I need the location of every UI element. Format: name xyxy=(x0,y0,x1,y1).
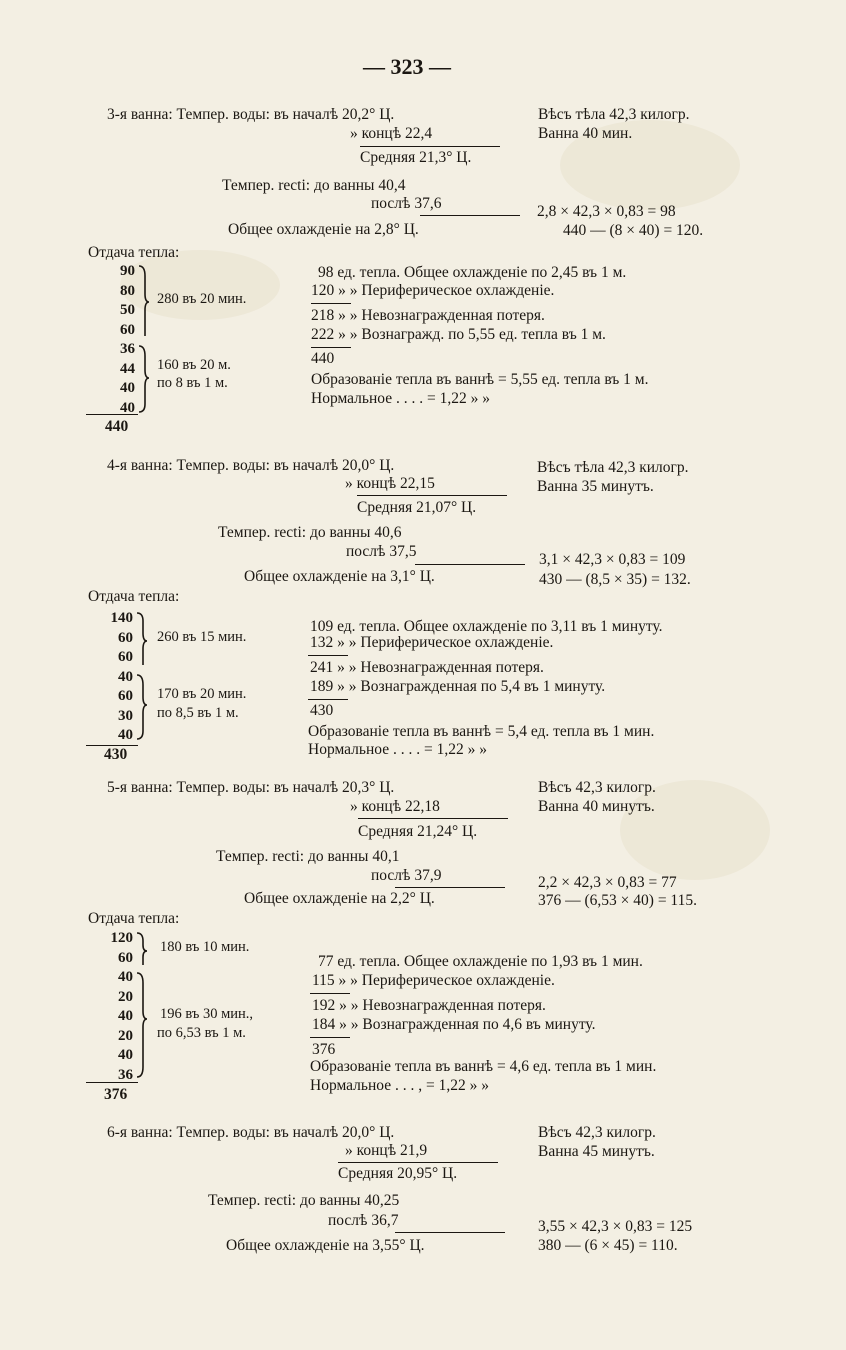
bath-duration: Ванна 40 мин. xyxy=(538,125,633,142)
body-weight: Вѣсъ тѣла 42,3 килогр. xyxy=(538,106,690,123)
heat-value: 44 xyxy=(120,360,135,377)
divider xyxy=(310,1037,350,1038)
heat-value: 60 xyxy=(120,321,135,338)
balance-total: 440 xyxy=(311,350,335,367)
balance-line-2: 115 » » Периферическое охлажденіе. xyxy=(312,972,555,989)
divider xyxy=(358,818,508,819)
group-2-summary: 196 въ 30 мин., xyxy=(160,1006,254,1022)
divider xyxy=(415,564,525,565)
heat-total: 440 xyxy=(105,418,129,435)
total-cooling: Общее охлажденіе на 3,1° Ц. xyxy=(244,568,435,585)
bath-duration: Ванна 45 минутъ. xyxy=(538,1143,655,1160)
sum-rule xyxy=(86,1082,138,1083)
calc-peripheral: 430 — (8,5 × 35) = 132. xyxy=(539,571,691,588)
heat-value: 60 xyxy=(118,629,133,646)
heat-value: 80 xyxy=(120,282,135,299)
heat-production: Образованіе тепла въ ваннѣ = 5,4 ед. тепла въ 1 мин. xyxy=(308,723,655,740)
water-temp-end: » концѣ 22,15 xyxy=(345,475,435,492)
calc-cooling: 2,2 × 42,3 × 0,83 = 77 xyxy=(538,874,677,891)
heat-value: 50 xyxy=(120,302,135,318)
heat-value: 40 xyxy=(118,969,133,985)
page-number: — 323 — xyxy=(363,54,451,79)
heat-value: 20 xyxy=(118,1027,133,1044)
divider xyxy=(311,303,351,304)
rectal-temp-after: послѣ 37,9 xyxy=(371,867,442,884)
heat-values-column xyxy=(105,262,135,418)
body-weight: Вѣсъ 42,3 килогр. xyxy=(538,779,656,796)
balance-line-4: 222 » » Вознагражд. по 5,55 ед. тепла въ 1 м. xyxy=(311,326,606,343)
heat-value: 20 xyxy=(118,988,133,1005)
group-2-rate: по 8,5 въ 1 м. xyxy=(157,705,239,721)
rectal-temp-after: послѣ 37,5 xyxy=(346,543,417,560)
balance-line-4: 189 » » Вознагражденная по 5,4 въ 1 минуту. xyxy=(310,678,606,695)
heat-normal: Нормальное . . . , = 1,22 » » xyxy=(310,1077,489,1094)
calc-cooling: 3,55 × 42,3 × 0,83 = 125 xyxy=(538,1218,693,1235)
water-temp-mean: Средняя 21,07° Ц. xyxy=(357,499,477,516)
water-temp-start: 6-я ванна: Темпер. воды: въ началѣ 20,0° Ц. xyxy=(107,1124,395,1141)
divider xyxy=(308,655,348,656)
water-temp-mean: Средняя 21,24° Ц. xyxy=(358,823,478,840)
heat-value: 40 xyxy=(118,727,133,743)
calc-peripheral: 440 — (8 × 40) = 120. xyxy=(563,222,704,239)
divider xyxy=(310,993,350,994)
brace-icon xyxy=(137,264,151,414)
heat-value: 90 xyxy=(120,263,135,279)
divider xyxy=(357,495,507,496)
water-temp-mean: Средняя 21,3° Ц. xyxy=(360,149,472,166)
total-cooling: Общее охлажденіе на 3,55° Ц. xyxy=(226,1237,425,1254)
balance-line-3: 192 » » Невознагражденная потеря. xyxy=(312,997,546,1014)
heat-value: 40 xyxy=(118,1008,133,1024)
heat-output-label: Отдача тепла: xyxy=(88,244,180,261)
balance-line-1: 98 ед. тепла. Общее охлажденіе по 2,45 въ 1 м. xyxy=(318,264,627,281)
group-2-rate: по 6,53 въ 1 м. xyxy=(157,1025,246,1041)
calc-peripheral: 380 — (6 × 45) = 110. xyxy=(538,1237,678,1254)
rectal-temp-before: Темпер. recti: до ванны 40,25 xyxy=(208,1192,400,1209)
divider xyxy=(395,1232,505,1233)
heat-normal: Нормальное . . . . = 1,22 » » xyxy=(308,741,487,758)
divider xyxy=(360,146,500,147)
water-temp-mean: Средняя 20,95° Ц. xyxy=(338,1165,458,1182)
bath-duration: Ванна 40 минутъ. xyxy=(538,798,655,815)
balance-total: 430 xyxy=(310,702,334,719)
balance-line-2: 120 » » Периферическое охлажденіе. xyxy=(311,282,555,299)
sum-rule xyxy=(86,414,138,415)
brace-icon xyxy=(135,931,149,1081)
water-temp-start: 3-я ванна: Темпер. воды: въ началѣ 20,2° Ц. xyxy=(107,106,395,123)
heat-normal: Нормальное . . . . = 1,22 » » xyxy=(311,390,490,407)
heat-value: 60 xyxy=(118,688,133,704)
divider xyxy=(395,887,505,888)
water-temp-end: » концѣ 21,9 xyxy=(345,1142,428,1159)
total-cooling: Общее охлажденіе на 2,2° Ц. xyxy=(244,890,435,907)
heat-value: 40 xyxy=(118,668,133,685)
body-weight: Вѣсъ 42,3 килогр. xyxy=(538,1124,656,1141)
heat-value: 140 xyxy=(110,610,133,626)
balance-line-4: 184 » » Вознагражденная по 4,6 въ минуту. xyxy=(312,1016,596,1033)
water-temp-start: 4-я ванна: Темпер. воды: въ началѣ 20,0° Ц. xyxy=(107,457,395,474)
group-2-summary: 160 въ 20 м. xyxy=(157,357,231,373)
calc-peripheral: 376 — (6,53 × 40) = 115. xyxy=(538,892,697,909)
balance-line-3: 218 » » Невознагражденная потеря. xyxy=(311,307,545,324)
heat-output-label: Отдача тепла: xyxy=(88,910,180,927)
brace-icon xyxy=(135,611,149,743)
rectal-temp-after: послѣ 37,6 xyxy=(371,195,442,212)
calc-cooling: 3,1 × 42,3 × 0,83 = 109 xyxy=(539,551,686,568)
group-1-summary: 260 въ 15 мин. xyxy=(157,629,247,645)
divider xyxy=(308,699,348,700)
heat-value: 40 xyxy=(120,380,135,396)
heat-value: 40 xyxy=(120,399,135,416)
heat-total: 430 xyxy=(104,746,128,763)
total-cooling: Общее охлажденіе на 2,8° Ц. xyxy=(228,221,419,238)
divider xyxy=(338,1162,498,1163)
heat-values-column xyxy=(103,929,133,1085)
heat-production: Образованіе тепла въ ваннѣ = 4,6 ед. тепла въ 1 мин. xyxy=(310,1058,657,1075)
water-temp-end: » концѣ 22,18 xyxy=(350,798,440,815)
heat-value: 36 xyxy=(120,341,135,357)
balance-line-1: 77 ед. тепла. Общее охлажденіе по 1,93 въ 1 мин. xyxy=(318,953,643,970)
bath-duration: Ванна 35 минутъ. xyxy=(537,478,654,495)
balance-line-2: 132 » » Периферическое охлажденіе. xyxy=(310,634,554,651)
group-1-summary: 280 въ 20 мин. xyxy=(157,291,247,307)
group-2-rate: по 8 въ 1 м. xyxy=(157,375,228,391)
divider xyxy=(311,347,351,348)
body-weight: Вѣсъ тѣла 42,3 килогр. xyxy=(537,459,689,476)
balance-line-1: 109 ед. тепла. Общее охлажденіе по 3,11 въ 1 минуту. xyxy=(310,618,663,635)
divider xyxy=(420,215,520,216)
water-temp-end: » концѣ 22,4 xyxy=(350,125,433,142)
group-2-summary: 170 въ 20 мин. xyxy=(157,686,247,702)
rectal-temp-before: Темпер. recti: до ванны 40,1 xyxy=(216,848,400,865)
rectal-temp-after: послѣ 36,7 xyxy=(328,1212,399,1229)
group-1-summary: 180 въ 10 мин. xyxy=(160,939,250,955)
balance-line-3: 241 » » Невознагражденная потеря. xyxy=(310,659,544,676)
heat-total: 376 xyxy=(104,1086,128,1103)
rectal-temp-before: Темпер. recti: до ванны 40,4 xyxy=(222,177,406,194)
calc-cooling: 2,8 × 42,3 × 0,83 = 98 xyxy=(537,203,676,220)
heat-value: 60 xyxy=(118,949,133,966)
heat-value: 120 xyxy=(110,930,133,946)
water-temp-start: 5-я ванна: Темпер. воды: въ началѣ 20,3° Ц. xyxy=(107,779,395,796)
rectal-temp-before: Темпер. recti: до ванны 40,6 xyxy=(218,524,402,541)
heat-value: 40 xyxy=(118,1047,133,1063)
heat-output-label: Отдача тепла: xyxy=(88,588,180,605)
heat-values-column xyxy=(103,609,133,746)
heat-production: Образованіе тепла въ ваннѣ = 5,55 ед. тепла въ 1 м. xyxy=(311,371,649,388)
balance-total: 376 xyxy=(312,1041,336,1058)
heat-value: 30 xyxy=(118,707,133,724)
heat-value: 36 xyxy=(118,1066,133,1083)
heat-value: 60 xyxy=(118,649,133,665)
